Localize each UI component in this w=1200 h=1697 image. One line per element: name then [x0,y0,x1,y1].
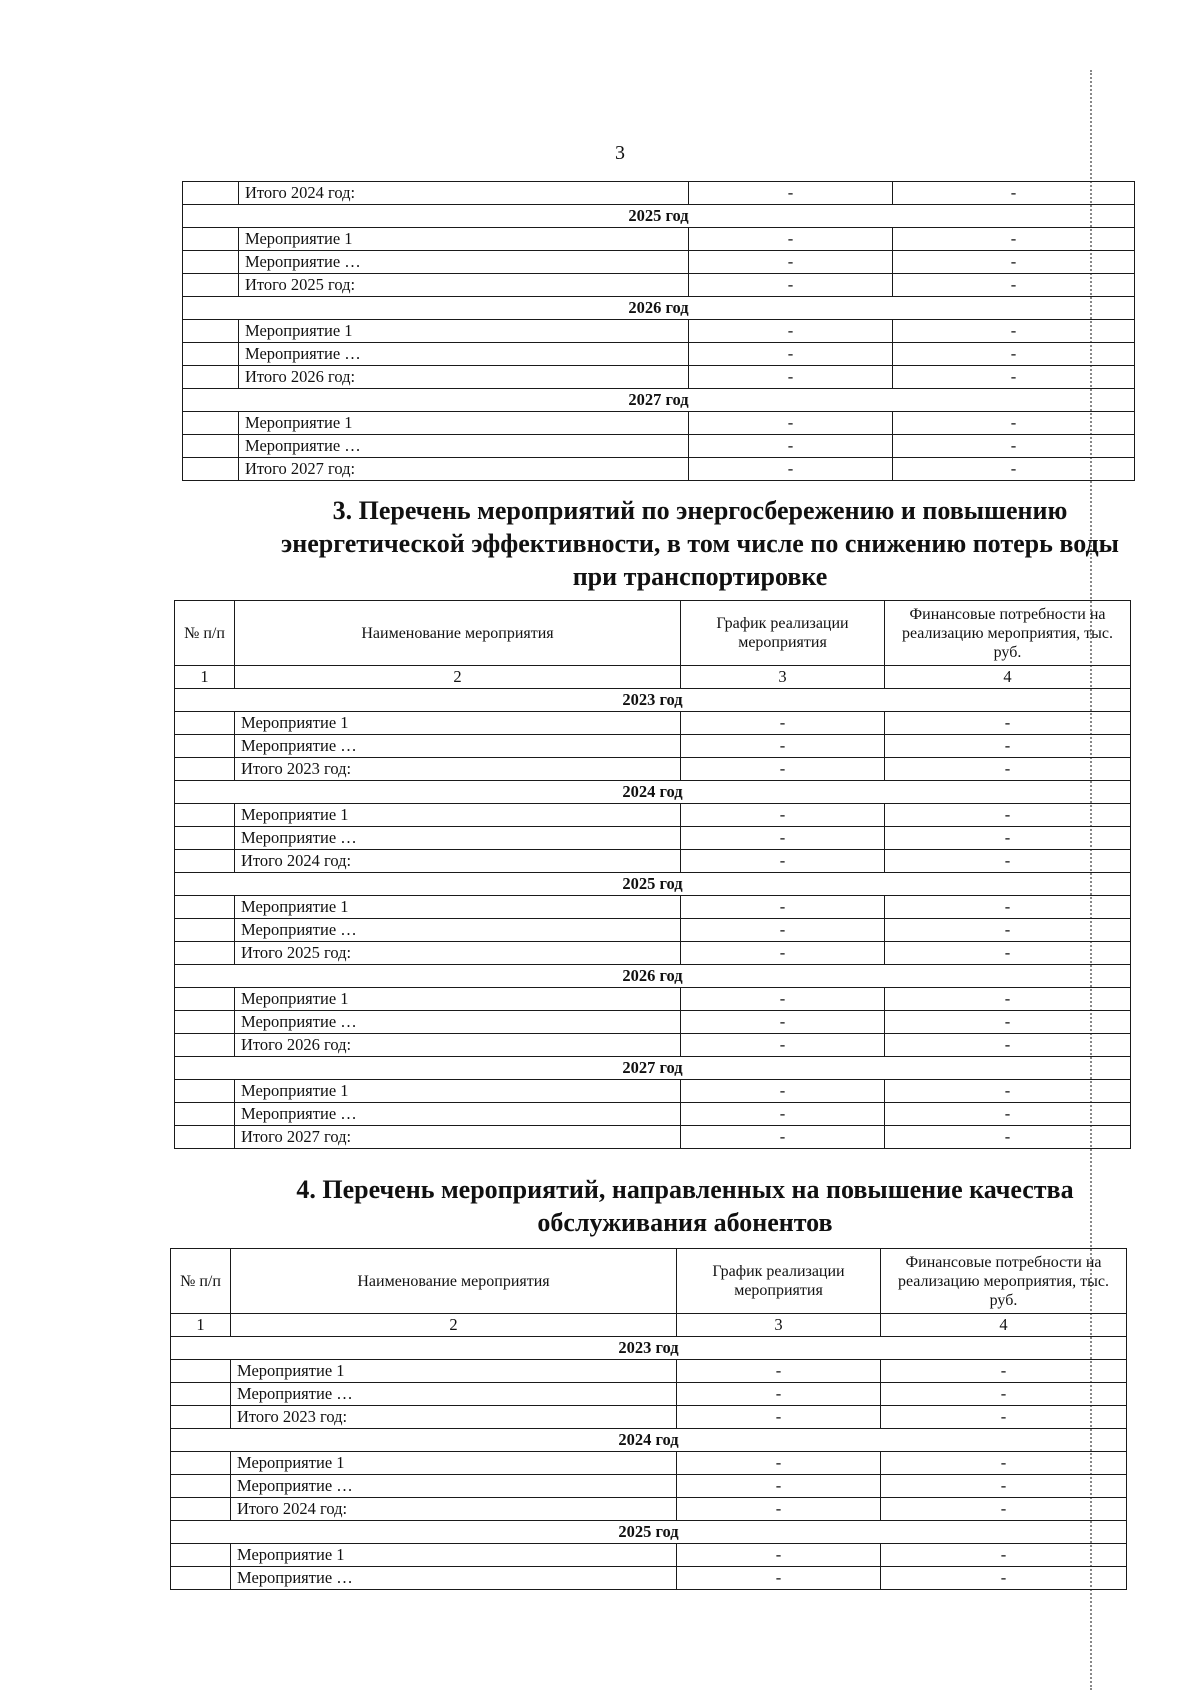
table-cell [175,1126,235,1149]
table-cell [183,274,239,297]
table-cell: Мероприятие 1 [239,320,689,343]
table-cell: 1 [171,1314,231,1337]
section-4-title: 4. Перечень мероприятий, направленных на повышение качества обслуживания абонентов [296,1175,1074,1237]
table-cell: - [885,804,1131,827]
table-row [175,735,1131,758]
table-cell: - [885,942,1131,965]
table-cell: - [881,1406,1127,1429]
table-cell: - [885,850,1131,873]
year-row [171,1521,1127,1544]
table-cell: - [681,1126,885,1149]
table-row [183,412,1135,435]
table-cell [175,712,235,735]
table-cell: - [677,1567,881,1590]
table-cell [183,320,239,343]
table-row [171,1360,1127,1383]
table-row [183,435,1135,458]
page-number: 3 [615,142,625,164]
table-cell: - [677,1360,881,1383]
table-cell: Мероприятие 1 [231,1360,677,1383]
year-cell: 2026 год [183,297,1135,320]
table-row [183,458,1135,481]
table-cell [171,1360,231,1383]
table-cell: Итого 2027 год: [235,1126,681,1149]
table-cell: - [881,1567,1127,1590]
table-cell: Мероприятие 1 [235,988,681,1011]
table-cell: № п/п [171,1249,231,1314]
table-row [171,1383,1127,1406]
table-cell: - [885,827,1131,850]
table-cell [171,1498,231,1521]
table-cell: - [677,1544,881,1567]
table-row [175,1034,1131,1057]
table-row [175,1103,1131,1126]
table-section-4 [170,1248,1127,1590]
table-row [175,896,1131,919]
table-cell: - [681,942,885,965]
table-cell: - [681,988,885,1011]
table-cell: Итого 2023 год: [235,758,681,781]
table-cell: - [881,1475,1127,1498]
table-cell [183,412,239,435]
table-cell: - [689,412,893,435]
table-row [175,942,1131,965]
table-cell [175,1011,235,1034]
total-label: Итого 2024 год: [239,182,689,205]
table-cell [175,850,235,873]
year-row [183,297,1135,320]
table-cell: 3 [677,1314,881,1337]
table-row [175,1011,1131,1034]
table-cell: - [677,1498,881,1521]
table-cell: - [681,1011,885,1034]
table-cell: - [689,320,893,343]
table-cell [175,735,235,758]
table-cell [175,1034,235,1057]
table-row [183,182,1135,205]
table-cell: - [689,435,893,458]
table-cell: Итого 2027 год: [239,458,689,481]
table-row [171,1544,1127,1567]
table-row [175,804,1131,827]
table-cell: - [893,458,1135,481]
year-cell: 2023 год [175,689,1131,712]
year-cell: 2025 год [171,1521,1127,1544]
table-cell [175,988,235,1011]
table-cell: - [677,1383,881,1406]
table-cell [183,251,239,274]
table-cell: - [885,712,1131,735]
table-row [171,1475,1127,1498]
table-cell [183,228,239,251]
table-cell [175,804,235,827]
table-cell: - [893,366,1135,389]
table-row [175,919,1131,942]
table-row [183,251,1135,274]
table-row [171,1406,1127,1429]
year-row [171,1429,1127,1452]
table-cell: - [689,274,893,297]
table-row [175,850,1131,873]
table-cell: - [893,343,1135,366]
table-cell: Мероприятие … [239,435,689,458]
table-cell [175,827,235,850]
table-cell: - [689,228,893,251]
table-cell: Финансовые потребности на реализацию мероприятия, тыс. руб. [881,1249,1127,1314]
table-cell: Финансовые потребности на реализацию мероприятия, тыс. руб. [885,601,1131,666]
year-cell: 2026 год [175,965,1131,988]
table-cell: - [885,735,1131,758]
table-cell: - [689,251,893,274]
table-cell: - [885,1034,1131,1057]
table-cell: - [881,1452,1127,1475]
year-row [175,873,1131,896]
table-cell: 2 [231,1314,677,1337]
table-cell: - [893,412,1135,435]
table-cell: - [677,1452,881,1475]
table-cell: - [893,274,1135,297]
table-cell: - [681,1034,885,1057]
table-cell: 4 [881,1314,1127,1337]
year-row [175,781,1131,804]
table-cell [183,343,239,366]
table-cell: Мероприятие 1 [235,804,681,827]
table-row [175,1126,1131,1149]
table-cell: - [885,1011,1131,1034]
table-cell: - [885,1103,1131,1126]
table-cell [175,1080,235,1103]
column-numbers [175,666,1131,689]
year-cell: 2025 год [183,205,1135,228]
table-cell: Итого 2025 год: [235,942,681,965]
table-cell: - [681,1103,885,1126]
table-row [171,1452,1127,1475]
table-cell: Итого 2024 год: [235,850,681,873]
table-cell [171,1567,231,1590]
table-cell [171,1383,231,1406]
table-cell: Наименование мероприятия [231,1249,677,1314]
table-cell [175,896,235,919]
table-cell: - [681,712,885,735]
table-cell: - [893,251,1135,274]
table-cell: - [893,228,1135,251]
table-cell [171,1406,231,1429]
table-cell: Мероприятие 1 [235,1080,681,1103]
table-cell: 3 [681,666,885,689]
table-cell: - [689,366,893,389]
table-row [171,1567,1127,1590]
table-cell: 4 [885,666,1131,689]
table-cell: - [885,896,1131,919]
table-cell [175,758,235,781]
table-cell: Мероприятие 1 [239,228,689,251]
table-cell: Мероприятие … [239,251,689,274]
table-cell: Итого 2025 год: [239,274,689,297]
table-cell: - [893,182,1135,205]
table-cell [183,458,239,481]
table-cell: 2 [235,666,681,689]
table-cell: Мероприятие … [239,343,689,366]
table-cell: Итого 2024 год: [231,1498,677,1521]
table-row [183,274,1135,297]
table-cell: Мероприятие 1 [239,412,689,435]
table-cell: - [689,343,893,366]
table-cell: - [681,758,885,781]
table-cell [175,919,235,942]
table-row [183,228,1135,251]
table-cell: Мероприятие 1 [235,896,681,919]
table-cell [183,366,239,389]
table-cell: - [681,827,885,850]
table-cell [175,942,235,965]
table-cell: - [893,435,1135,458]
table-cell: - [881,1360,1127,1383]
table-cell [171,1452,231,1475]
table-cell: - [881,1498,1127,1521]
year-row [175,1057,1131,1080]
table-cell: Мероприятие … [235,827,681,850]
year-cell: 2023 год [171,1337,1127,1360]
table-row [175,827,1131,850]
table-cell: - [885,1080,1131,1103]
table-cell: - [885,758,1131,781]
table-cell: Итого 2026 год: [239,366,689,389]
year-cell: 2024 год [171,1429,1127,1452]
table-cell: - [881,1544,1127,1567]
table-cell: - [893,320,1135,343]
table-cell [183,435,239,458]
year-row [175,965,1131,988]
table-cell: - [681,804,885,827]
table-cell: - [681,735,885,758]
year-cell: 2024 год [175,781,1131,804]
table-row [183,366,1135,389]
table-cell: № п/п [175,601,235,666]
table-section-3 [174,600,1131,1149]
table-cell: - [885,988,1131,1011]
table-cell: - [689,458,893,481]
table-row [175,712,1131,735]
table-cell: Мероприятие 1 [231,1544,677,1567]
table-row [175,758,1131,781]
table-cell: Итого 2026 год: [235,1034,681,1057]
table-cell: - [681,1080,885,1103]
table-cell: Мероприятие … [235,919,681,942]
table-cell: Мероприятие … [235,735,681,758]
table-cell [183,182,239,205]
table-header [175,601,1131,666]
section-3-title: 3. Перечень мероприятий по энергосбережению и повышению энергетической эффективности, в том числе по снижению потерь воды при транспортировке [281,496,1119,591]
table-cell: - [681,919,885,942]
table-cell: - [681,850,885,873]
table-cell: Мероприятие … [231,1475,677,1498]
year-cell: 2027 год [175,1057,1131,1080]
table-header [171,1249,1127,1314]
table-row [171,1498,1127,1521]
table-cell: Мероприятие 1 [235,712,681,735]
table-continuation [182,181,1135,481]
table-cell [171,1544,231,1567]
table-cell [171,1475,231,1498]
table-row [183,343,1135,366]
table-cell [175,1103,235,1126]
year-cell: 2027 год [183,389,1135,412]
table-cell: - [689,182,893,205]
table-cell: График реализации мероприятия [681,601,885,666]
table-cell: Мероприятие … [235,1011,681,1034]
year-row [175,689,1131,712]
table-cell: График реализации мероприятия [677,1249,881,1314]
table-cell: Мероприятие 1 [231,1452,677,1475]
table-cell: - [885,919,1131,942]
year-row [183,389,1135,412]
year-row [183,205,1135,228]
table-cell: Мероприятие … [231,1567,677,1590]
table-cell: Наименование мероприятия [235,601,681,666]
table-cell: Мероприятие … [235,1103,681,1126]
table-cell: - [677,1475,881,1498]
year-cell: 2025 год [175,873,1131,896]
table-cell: - [885,1126,1131,1149]
table-row [175,988,1131,1011]
table-cell: Мероприятие … [231,1383,677,1406]
table-cell: - [681,896,885,919]
table-row [183,320,1135,343]
table-cell: - [881,1383,1127,1406]
column-numbers [171,1314,1127,1337]
table-cell: - [677,1406,881,1429]
table-cell: Итого 2023 год: [231,1406,677,1429]
table-row [175,1080,1131,1103]
table-cell: 1 [175,666,235,689]
year-row [171,1337,1127,1360]
